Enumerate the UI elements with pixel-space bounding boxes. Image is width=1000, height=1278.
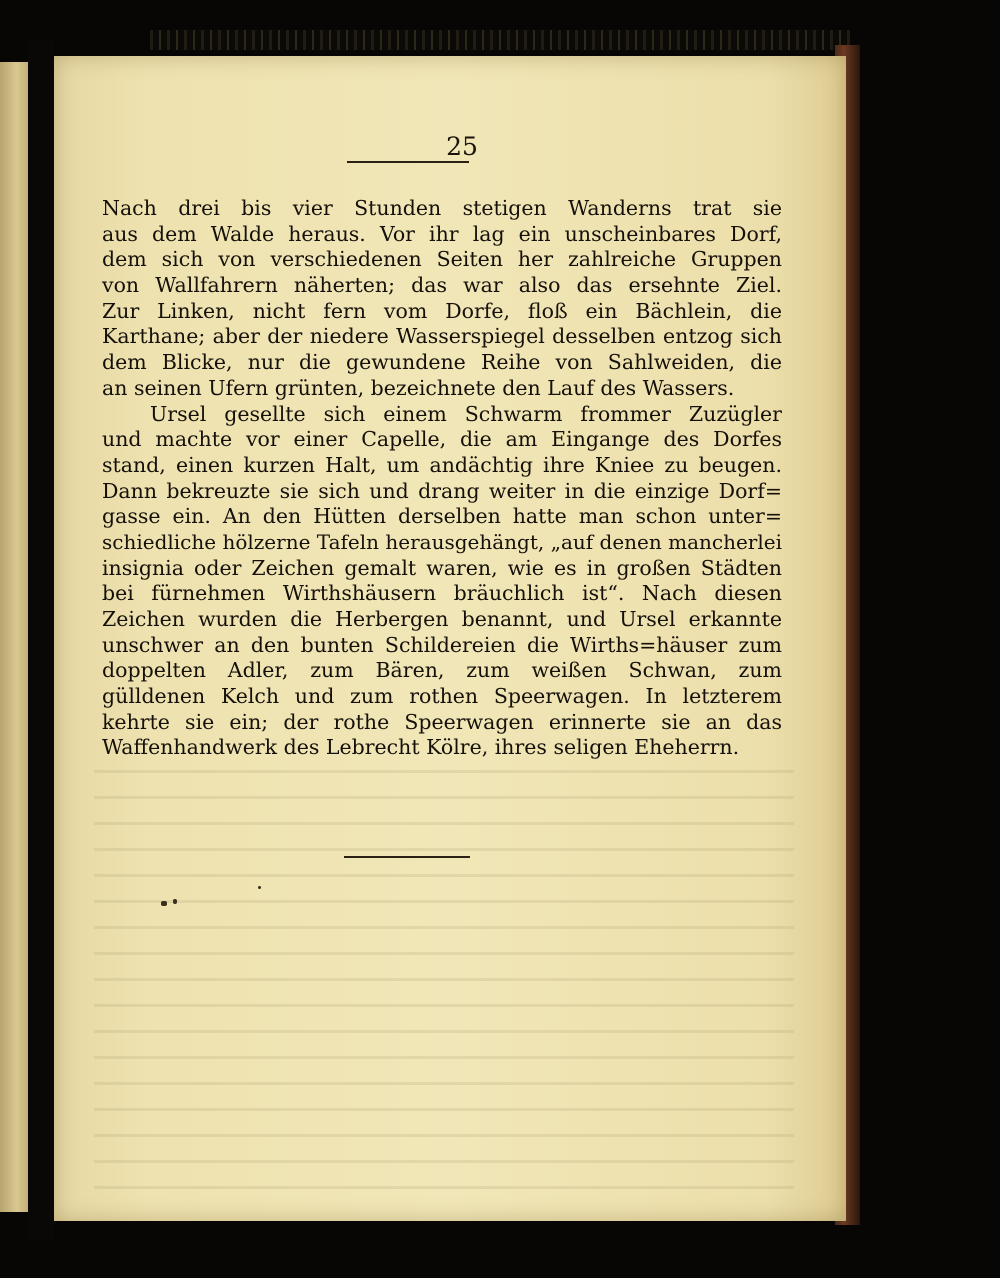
page-number: 25 [446, 132, 478, 161]
text-line: und machte vor einer Capelle, die am Eingange des Dorfes [102, 427, 782, 452]
text-line: Zeichen wurden die Herbergen benannt, und Ursel erkannte [102, 607, 782, 631]
text-line: gasse ein. An den Hütten derselben hatte man schon unter= [102, 504, 782, 529]
ink-speck [173, 899, 177, 904]
body-text [102, 196, 782, 761]
text-line: doppelten Adler, zum Bären, zum weißen Schwan, zum [102, 658, 782, 683]
text-line: insignia oder Zeichen gemalt waren, wie es in großen Städten [102, 555, 782, 580]
text-line: Waffenhandwerk des Lebrecht Kölre, ihres seligen Eheherrn. [102, 735, 740, 760]
text-line: dem Blicke, nur die gewundene Reihe von Sahlweiden, die [102, 350, 782, 375]
text-line: Zur Linken, nicht fern vom Dorfe, floß ein Bächlein, die [102, 298, 782, 323]
ink-speck [161, 901, 167, 906]
header-rule [347, 161, 469, 163]
text-line: von Wallfahrern näherten; das war also das ersehnte Ziel. [102, 273, 782, 298]
gutter-shadow [28, 40, 54, 1240]
book-page [54, 56, 846, 1221]
text-line: bei fürnehmen Wirthshäusern bräuchlich ist“. Nach diesen [102, 581, 782, 606]
end-rule [344, 856, 470, 858]
ink-speck [258, 886, 261, 889]
text-line: gülldenen Kelch und zum rothen Speerwagen. In letzterem [102, 684, 782, 709]
left-page-edge [0, 62, 28, 1212]
bleed-through-texture [94, 756, 794, 1196]
top-page-edges [150, 30, 850, 50]
text-line: dem sich von verschiedenen Seiten her zahlreiche Gruppen [102, 247, 782, 272]
text-line: kehrte sie ein; der rothe Speerwagen erinnerte sie an das [102, 709, 782, 734]
text-line: stand, einen kurzen Halt, um andächtig ihre Kniee zu beugen. [102, 452, 782, 477]
text-line: an seinen Ufern grünten, bezeichnete den Lauf des Wassers. [102, 375, 735, 400]
text-line: unschwer an den bunten Schildereien die Wirths=häuser zum [102, 632, 782, 657]
text-line: Dann bekreuzte sie sich und drang weiter in die einzige Dorf= [102, 478, 782, 503]
text-line: Karthane; aber der niedere Wasserspiegel desselben entzog sich [102, 324, 782, 349]
text-line: Nach drei bis vier Stunden stetigen Wanderns trat sie [102, 196, 782, 220]
text-line: schiedliche hölzerne Tafeln herausgehängt, „auf denen mancherlei [102, 529, 782, 554]
text-line: Ursel gesellte sich einem Schwarm frommer Zuzügler [150, 401, 782, 426]
text-line: aus dem Walde heraus. Vor ihr lag ein unscheinbares Dorf, [102, 221, 782, 246]
